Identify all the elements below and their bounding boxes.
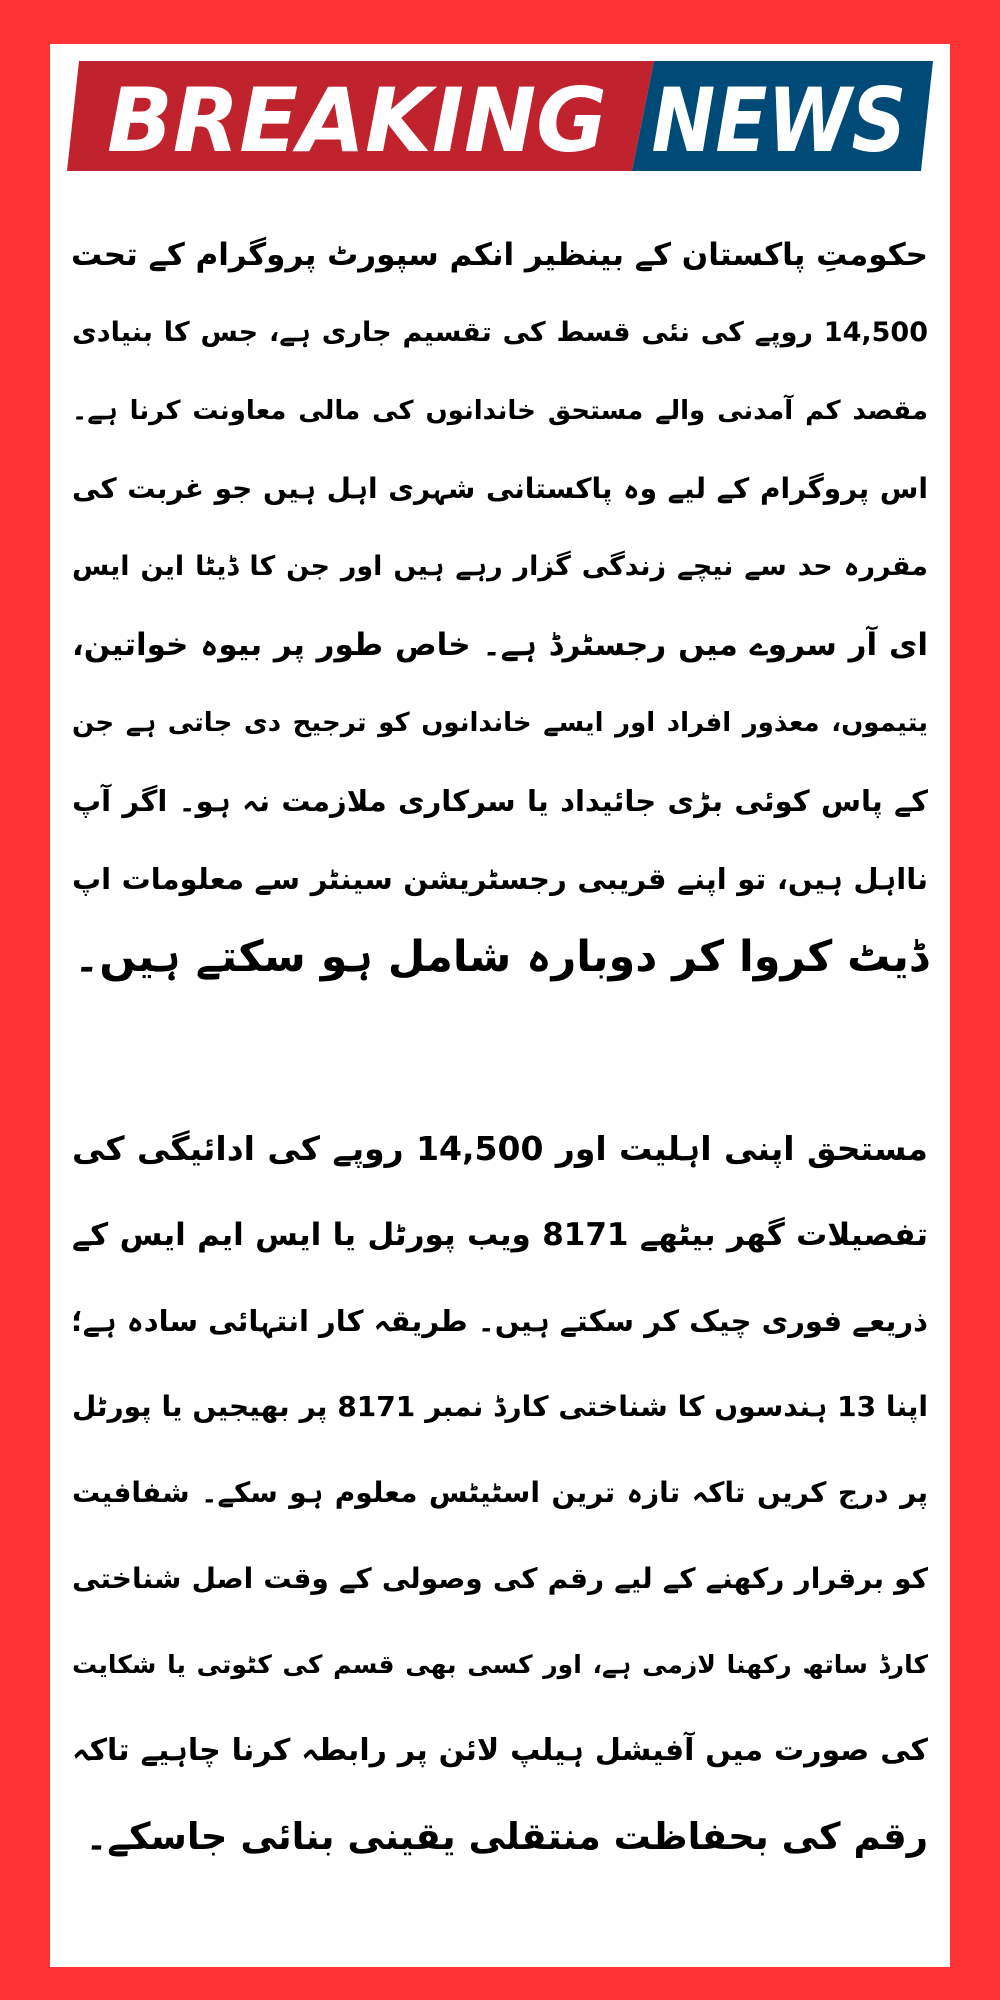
paragraph-2 <box>72 1106 928 1880</box>
text-line: تفصیلات گھر بیٹھے 8171 ویب پورٹل یا ایس ایم ایس کے <box>72 1217 928 1253</box>
text-line: کارڈ ساتھ رکھنا لازمی ہے، اور کسی بھی قسم کی کٹوتی یا شکایت <box>72 1650 928 1679</box>
text-line: ای آر سروے میں رجسٹرڈ ہے۔ خاص طور پر بیوہ خواتین، <box>72 627 928 663</box>
text-line: مقررہ حد سے نیچے زندگی گزار رہے ہیں اور جن کا ڈیٹا این ایس <box>72 551 928 582</box>
text-line: مستحق اپنی اہلیت اور 14,500 روپے کی ادائیگی کی <box>72 1129 928 1168</box>
text-line: ڈیٹ کروا کر دوبارہ شامل ہو سکتے ہیں۔ <box>74 932 928 982</box>
text-line: اپنا 13 ہندسوں کا شناختی کارڈ نمبر 8171 پر بھیجیں یا پورٹل <box>72 1390 928 1423</box>
breaking-news-banner <box>67 61 933 171</box>
text-line: کو برقرار رکھنے کے لیے رقم کی وصولی کے وقت اصل شناختی <box>72 1562 928 1595</box>
paragraph-1 <box>72 216 928 996</box>
text-line: ذریعے فوری چیک کر سکتے ہیں۔ طریقہ کار انتہائی سادہ ہے؛ <box>71 1304 928 1338</box>
text-line: کے پاس کوئی بڑی جائیداد یا سرکاری ملازمت نہ ہو۔ اگر آپ <box>72 784 928 818</box>
text-line: یتیموں، معذور افراد اور ایسے خاندانوں کو ترجیح دی جاتی ہے جن <box>72 708 928 738</box>
text-line: پر درج کریں تاکہ تازہ ترین اسٹیٹس معلوم ہو سکے۔ شفافیت <box>72 1476 928 1509</box>
text-line: 14,500 روپے کی نئی قسط کی تقسیم جاری ہے، جس کا بنیادی <box>72 317 928 348</box>
banner-word-breaking: BREAKING <box>107 69 607 171</box>
banner-word-news: NEWS <box>651 69 907 171</box>
text-line: کی صورت میں آفیشل ہیلپ لائن پر رابطہ کرنا چاہیے تاکہ <box>72 1733 928 1768</box>
text-line: اس پروگرام کے لیے وہ پاکستانی شہری اہل ہیں جو غربت کی <box>72 472 928 505</box>
text-line: مقصد کم آمدنی والے مستحق خاندانوں کی مالی معاونت کرنا ہے۔ <box>72 396 928 426</box>
text-line: رقم کی بحفاظت منتقلی یقینی بنائی جاسکے۔ <box>85 1815 928 1858</box>
article-panel <box>50 44 950 1967</box>
text-line: حکومتِ پاکستان کے بینظیر انکم سپورٹ پروگرام کے تحت <box>70 237 928 273</box>
text-line: نااہل ہیں، تو اپنے قریبی رجسٹریشن سینٹر سے معلومات اپ <box>72 862 928 896</box>
